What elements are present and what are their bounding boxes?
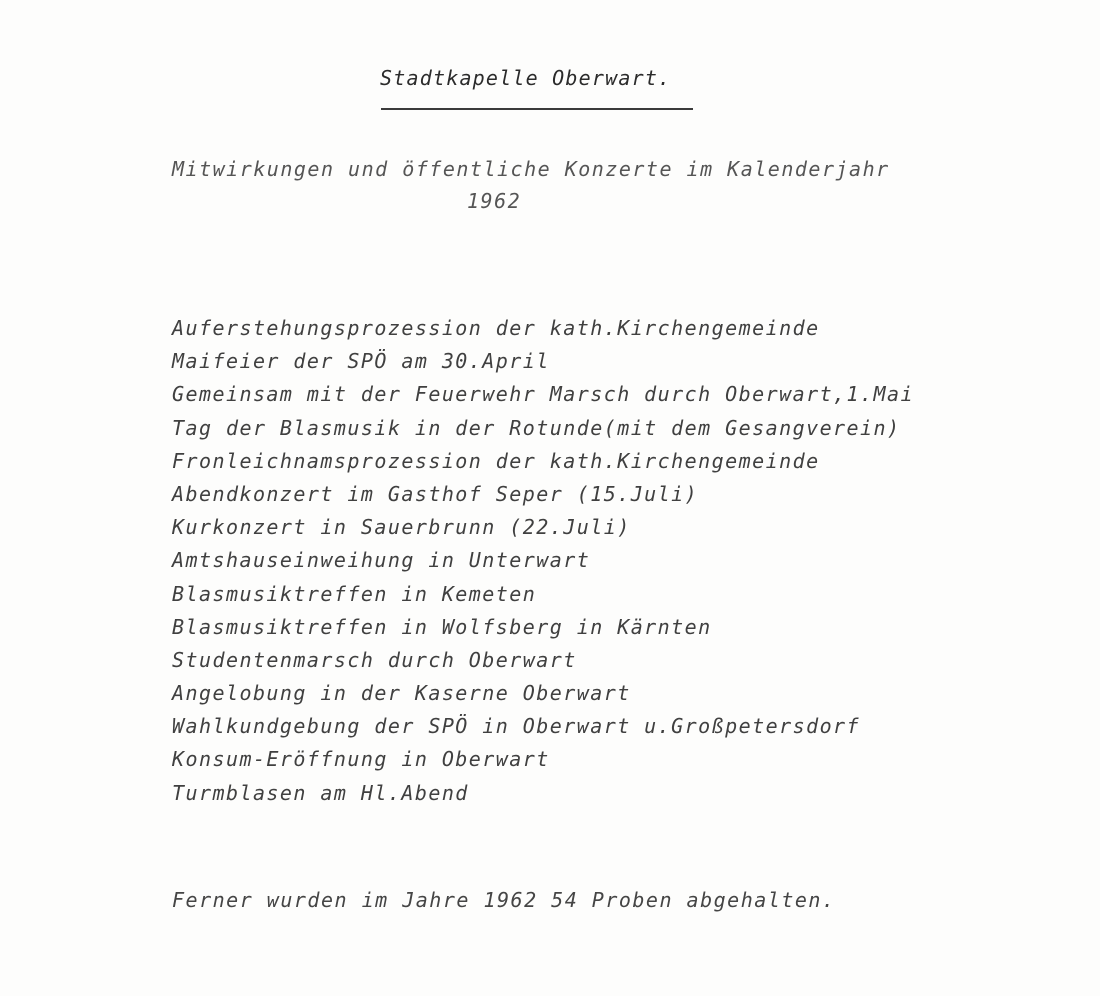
document-title: Stadtkapelle Oberwart. <box>380 66 672 90</box>
event-item: Auferstehungsprozession der kath.Kirchengemeinde <box>172 316 820 340</box>
event-item: Konsum-Eröffnung in Oberwart <box>172 747 550 772</box>
event-list <box>172 312 914 810</box>
event-item: Abendkonzert im Gasthof Seper (15.Juli) <box>172 481 699 506</box>
event-item: Tag der Blasmusik in der Rotunde(mit dem Gesangverein) <box>172 415 901 440</box>
event-item: Kurkonzert in Sauerbrunn (22.Juli) <box>172 515 631 540</box>
event-item: Blasmusiktreffen in Wolfsberg in Kärnten <box>172 614 712 639</box>
event-item: Fronleichnamsprozession der kath.Kirchengemeinde <box>172 448 820 473</box>
event-item: Turmblasen am Hl.Abend <box>172 780 469 805</box>
document-subtitle: Mitwirkungen und öffentliche Konzerte im Kalenderjahr <box>172 157 890 181</box>
event-item: Maifeier der SPÖ am 30.April <box>172 349 550 374</box>
event-item: Amtshauseinweihung in Unterwart <box>172 548 591 573</box>
event-item: Wahlkundgebung der SPÖ in Oberwart u.Großpetersdorf <box>172 714 861 739</box>
document-year: 1962 <box>467 189 522 213</box>
event-item: Gemeinsam mit der Feuerwehr Marsch durch Oberwart,1.Mai <box>172 382 915 407</box>
event-item: Angelobung in der Kaserne Oberwart <box>172 681 631 706</box>
title-underline <box>381 108 693 110</box>
event-item: Studentenmarsch durch Oberwart <box>172 647 577 672</box>
document-footer: Ferner wurden im Jahre 1962 54 Proben abgehalten. <box>172 888 836 912</box>
event-item: Blasmusiktreffen in Kemeten <box>172 581 537 606</box>
